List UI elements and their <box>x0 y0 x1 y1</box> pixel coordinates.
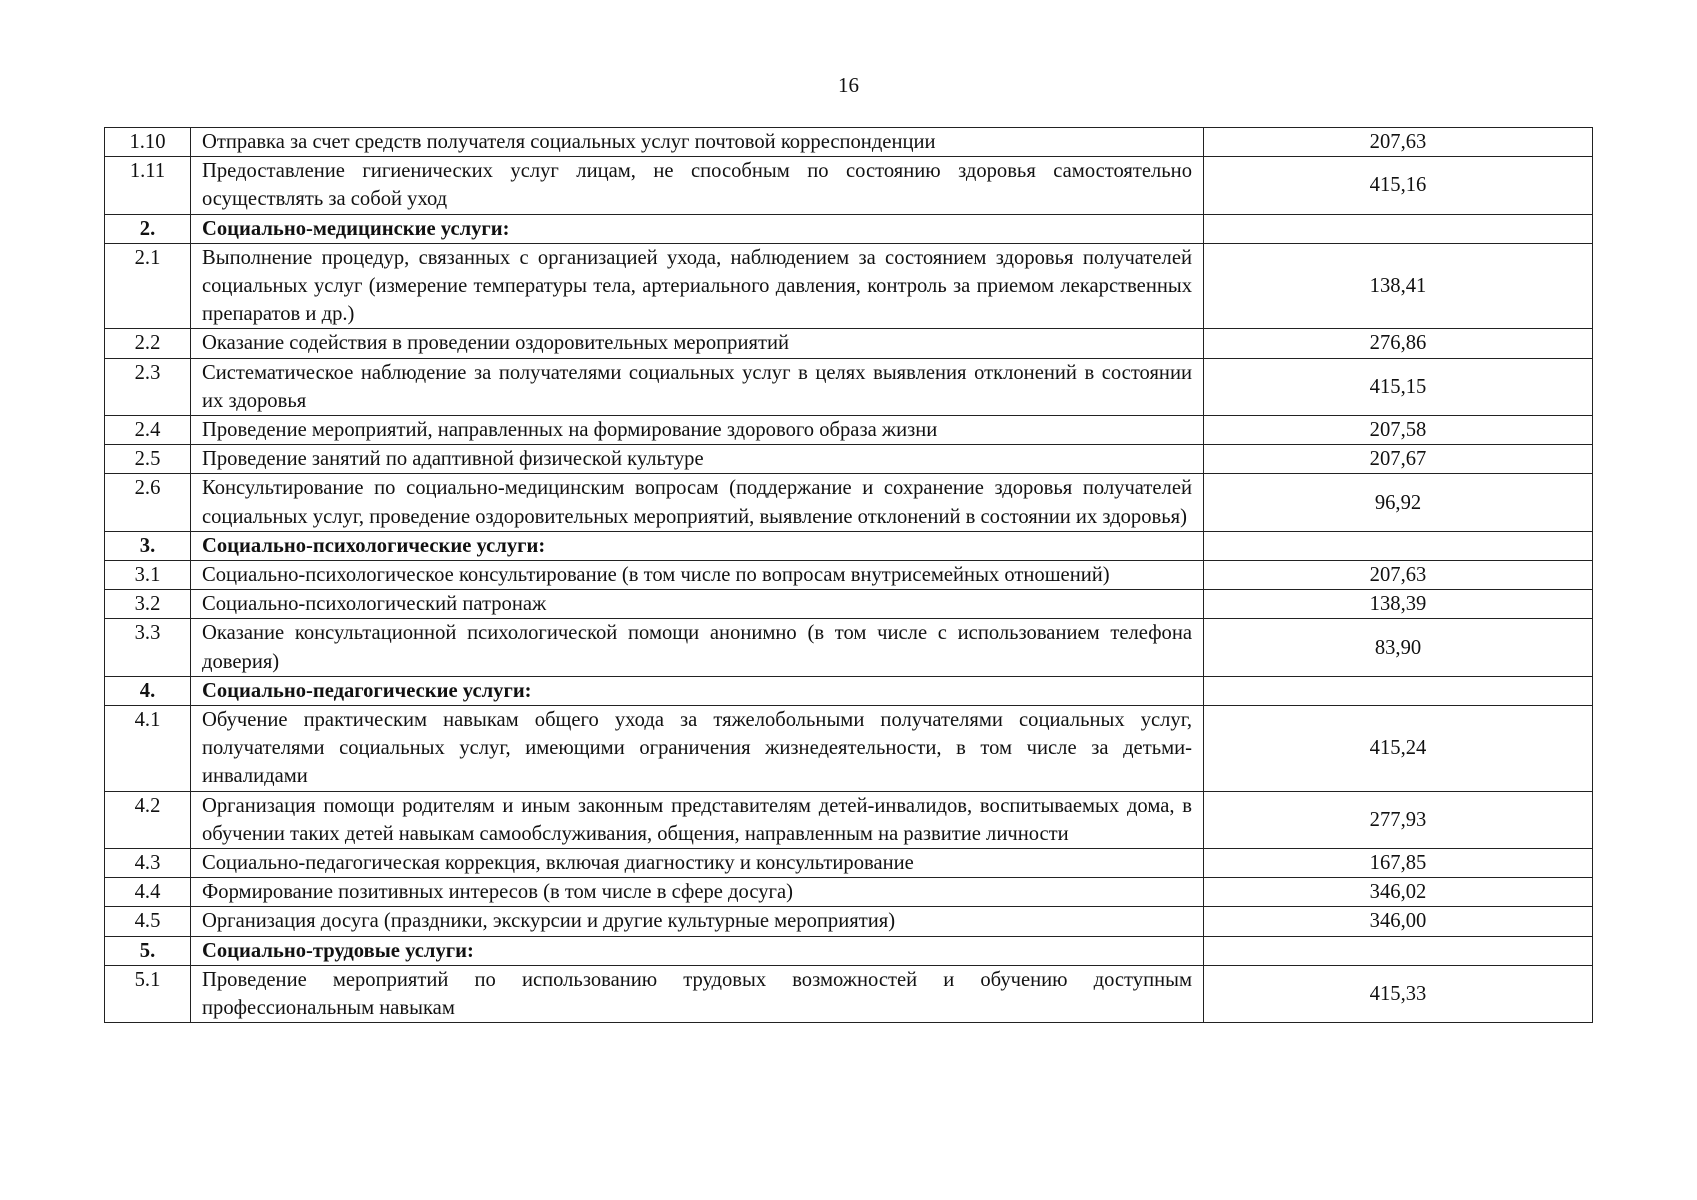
service-price <box>1204 676 1593 705</box>
table-row <box>105 445 1593 474</box>
service-number: 3.2 <box>105 590 191 619</box>
service-name: Социально-трудовые услуги: <box>191 936 1204 965</box>
service-name: Отправка за счет средств получателя социальных услуг почтовой корреспонденции <box>191 128 1204 157</box>
service-price: 138,39 <box>1204 590 1593 619</box>
table-row <box>105 157 1593 214</box>
service-name: Формирование позитивных интересов (в том числе в сфере досуга) <box>191 878 1204 907</box>
service-name: Организация помощи родителям и иным законным представителям детей-инвалидов, воспитываемых дома, в обучении таких детей навыкам самообслуживания, общения, направленным на развитие личности <box>191 791 1204 848</box>
table-row <box>105 243 1593 329</box>
service-number: 2.6 <box>105 474 191 531</box>
service-price <box>1204 214 1593 243</box>
service-price: 415,16 <box>1204 157 1593 214</box>
service-price: 276,86 <box>1204 329 1593 358</box>
table-row <box>105 706 1593 792</box>
table-row <box>105 128 1593 157</box>
service-name: Социально-медицинские услуги: <box>191 214 1204 243</box>
service-number: 1.11 <box>105 157 191 214</box>
service-name: Оказание содействия в проведении оздоровительных мероприятий <box>191 329 1204 358</box>
service-price: 96,92 <box>1204 474 1593 531</box>
table-row <box>105 561 1593 590</box>
section-header-row <box>105 531 1593 560</box>
service-number: 4.4 <box>105 878 191 907</box>
service-price: 207,63 <box>1204 128 1593 157</box>
service-number: 3. <box>105 531 191 560</box>
table-row <box>105 965 1593 1022</box>
service-price: 346,02 <box>1204 878 1593 907</box>
service-number: 5.1 <box>105 965 191 1022</box>
service-number: 4.3 <box>105 849 191 878</box>
table-row <box>105 474 1593 531</box>
service-number: 2.4 <box>105 416 191 445</box>
service-number: 4. <box>105 676 191 705</box>
service-price: 415,24 <box>1204 706 1593 792</box>
service-name: Социально-педагогические услуги: <box>191 676 1204 705</box>
section-header-row <box>105 214 1593 243</box>
table-row <box>105 416 1593 445</box>
service-name: Социально-психологический патронаж <box>191 590 1204 619</box>
service-number: 2. <box>105 214 191 243</box>
service-name: Консультирование по социально-медицинским вопросам (поддержание и сохранение здоровья получателей социальных услуг, проведение оздоровительных мероприятий, выявление отклонений в состоянии их здоровья) <box>191 474 1204 531</box>
table-row <box>105 907 1593 936</box>
service-number: 4.5 <box>105 907 191 936</box>
table-row <box>105 849 1593 878</box>
service-number: 1.10 <box>105 128 191 157</box>
service-number: 5. <box>105 936 191 965</box>
table-row <box>105 358 1593 415</box>
service-price: 167,85 <box>1204 849 1593 878</box>
service-number: 2.5 <box>105 445 191 474</box>
service-name: Выполнение процедур, связанных с организацией ухода, наблюдением за состоянием здоровья получателей социальных услуг (измерение температуры тела, артериального давления, контроль за приемом лекарственных препаратов и др.) <box>191 243 1204 329</box>
table-body <box>105 128 1593 1023</box>
service-number: 3.1 <box>105 561 191 590</box>
service-number: 2.3 <box>105 358 191 415</box>
service-price: 207,67 <box>1204 445 1593 474</box>
service-name: Систематическое наблюдение за получателями социальных услуг в целях выявления отклонений в состоянии их здоровья <box>191 358 1204 415</box>
service-price <box>1204 936 1593 965</box>
service-name: Проведение занятий по адаптивной физической культуре <box>191 445 1204 474</box>
service-name: Обучение практическим навыкам общего ухода за тяжелобольными получателями социальных услуг, получателями социальных услуг, имеющими ограничения жизнедеятельности, в том числе за детьми-инвалидами <box>191 706 1204 792</box>
service-name: Проведение мероприятий, направленных на формирование здорового образа жизни <box>191 416 1204 445</box>
table-row <box>105 791 1593 848</box>
service-price: 346,00 <box>1204 907 1593 936</box>
service-name: Организация досуга (праздники, экскурсии и другие культурные мероприятия) <box>191 907 1204 936</box>
service-name: Проведение мероприятий по использованию трудовых возможностей и обучению доступным профессиональным навыкам <box>191 965 1204 1022</box>
service-price: 207,58 <box>1204 416 1593 445</box>
service-number: 3.3 <box>105 619 191 676</box>
service-name: Социально-психологическое консультирование (в том числе по вопросам внутрисемейных отношений) <box>191 561 1204 590</box>
section-header-row <box>105 936 1593 965</box>
service-name: Оказание консультационной психологической помощи анонимно (в том числе с использованием телефона доверия) <box>191 619 1204 676</box>
section-header-row <box>105 676 1593 705</box>
service-price: 207,63 <box>1204 561 1593 590</box>
service-price: 415,33 <box>1204 965 1593 1022</box>
table-row <box>105 329 1593 358</box>
service-number: 2.1 <box>105 243 191 329</box>
service-price: 83,90 <box>1204 619 1593 676</box>
services-price-table <box>104 127 1593 1023</box>
service-price: 138,41 <box>1204 243 1593 329</box>
service-price: 277,93 <box>1204 791 1593 848</box>
service-name: Социально-психологические услуги: <box>191 531 1204 560</box>
service-price <box>1204 531 1593 560</box>
service-number: 4.1 <box>105 706 191 792</box>
page-number: 16 <box>838 73 859 97</box>
service-number: 4.2 <box>105 791 191 848</box>
table-row <box>105 878 1593 907</box>
table-row <box>105 619 1593 676</box>
service-price: 415,15 <box>1204 358 1593 415</box>
service-name: Социально-педагогическая коррекция, включая диагностику и консультирование <box>191 849 1204 878</box>
service-name: Предоставление гигиенических услуг лицам, не способным по состоянию здоровья самостоятельно осуществлять за собой уход <box>191 157 1204 214</box>
table-row <box>105 590 1593 619</box>
service-number: 2.2 <box>105 329 191 358</box>
